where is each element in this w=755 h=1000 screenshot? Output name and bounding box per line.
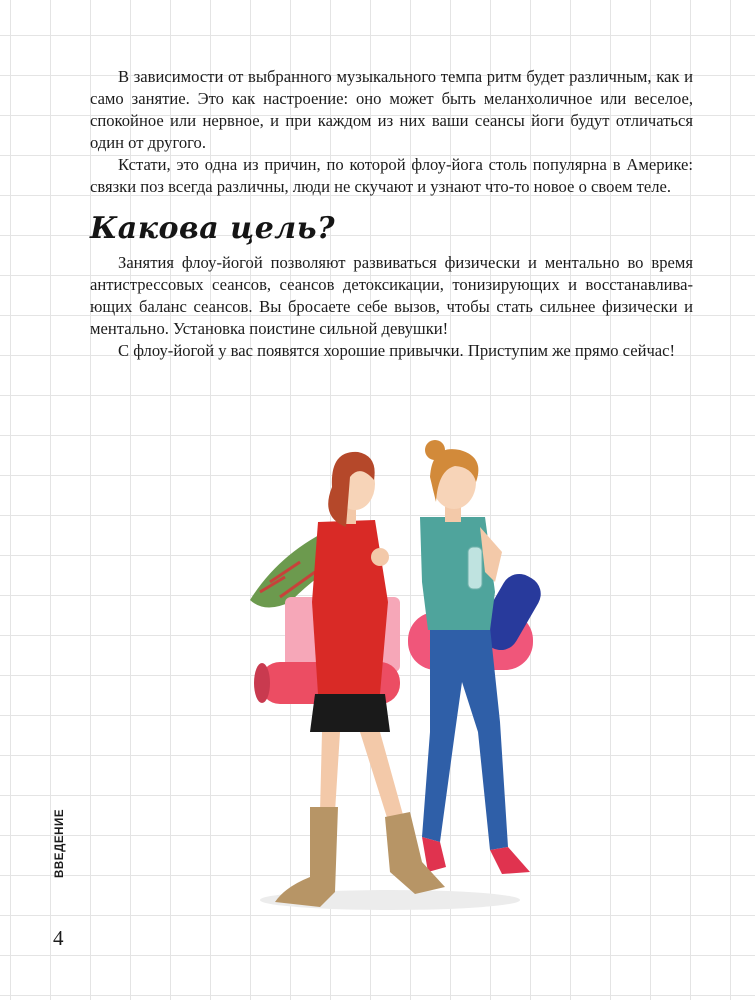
woman-left xyxy=(250,452,445,907)
section-heading: Какова цель? xyxy=(90,211,336,246)
black-skirt xyxy=(310,694,390,732)
page-number: 4 xyxy=(53,926,64,950)
hair-bun xyxy=(425,440,445,460)
red-jacket xyxy=(312,520,388,694)
water-bottle xyxy=(468,547,482,589)
pink-heel-right xyxy=(490,847,530,874)
chapter-label: ВВЕДЕНИЕ xyxy=(54,808,66,878)
woman-right xyxy=(408,440,547,874)
two-women-illustration xyxy=(240,432,560,922)
paragraph: С флоу-йогой у вас появятся хорошие привычки. Приступим же прямо сейчас! xyxy=(118,341,676,360)
paragraph: В зависимости от выбранного музыкального темпа ритм будет различным, как и само занятие. Это как настроение: оно может быть меланхоличное или веселое, спокойное или нервное, и при каждом из них ваши сеансы йоги будут отличаться один от другого. xyxy=(90,67,693,152)
text-column xyxy=(90,66,693,362)
hand xyxy=(371,548,389,566)
paragraph: Занятия флоу-йогой позволяют развиваться физически и ментально во время антистрессовых сеансов, сеансов детоксикации, тонизирующих и восстанавливающих баланс сеансов. Вы бросаете себе вызов, чтобы стать сильнее физически и ментально. Установка поистине сильной девушки! xyxy=(90,253,693,338)
paragraph: Кстати, это одна из причин, по которой флоу-йога столь популярна в Америке: связки поз всегда различны, люди не скучают и узнают что-то новое о своем теле. xyxy=(90,155,693,196)
tan-boot-left xyxy=(275,807,338,907)
